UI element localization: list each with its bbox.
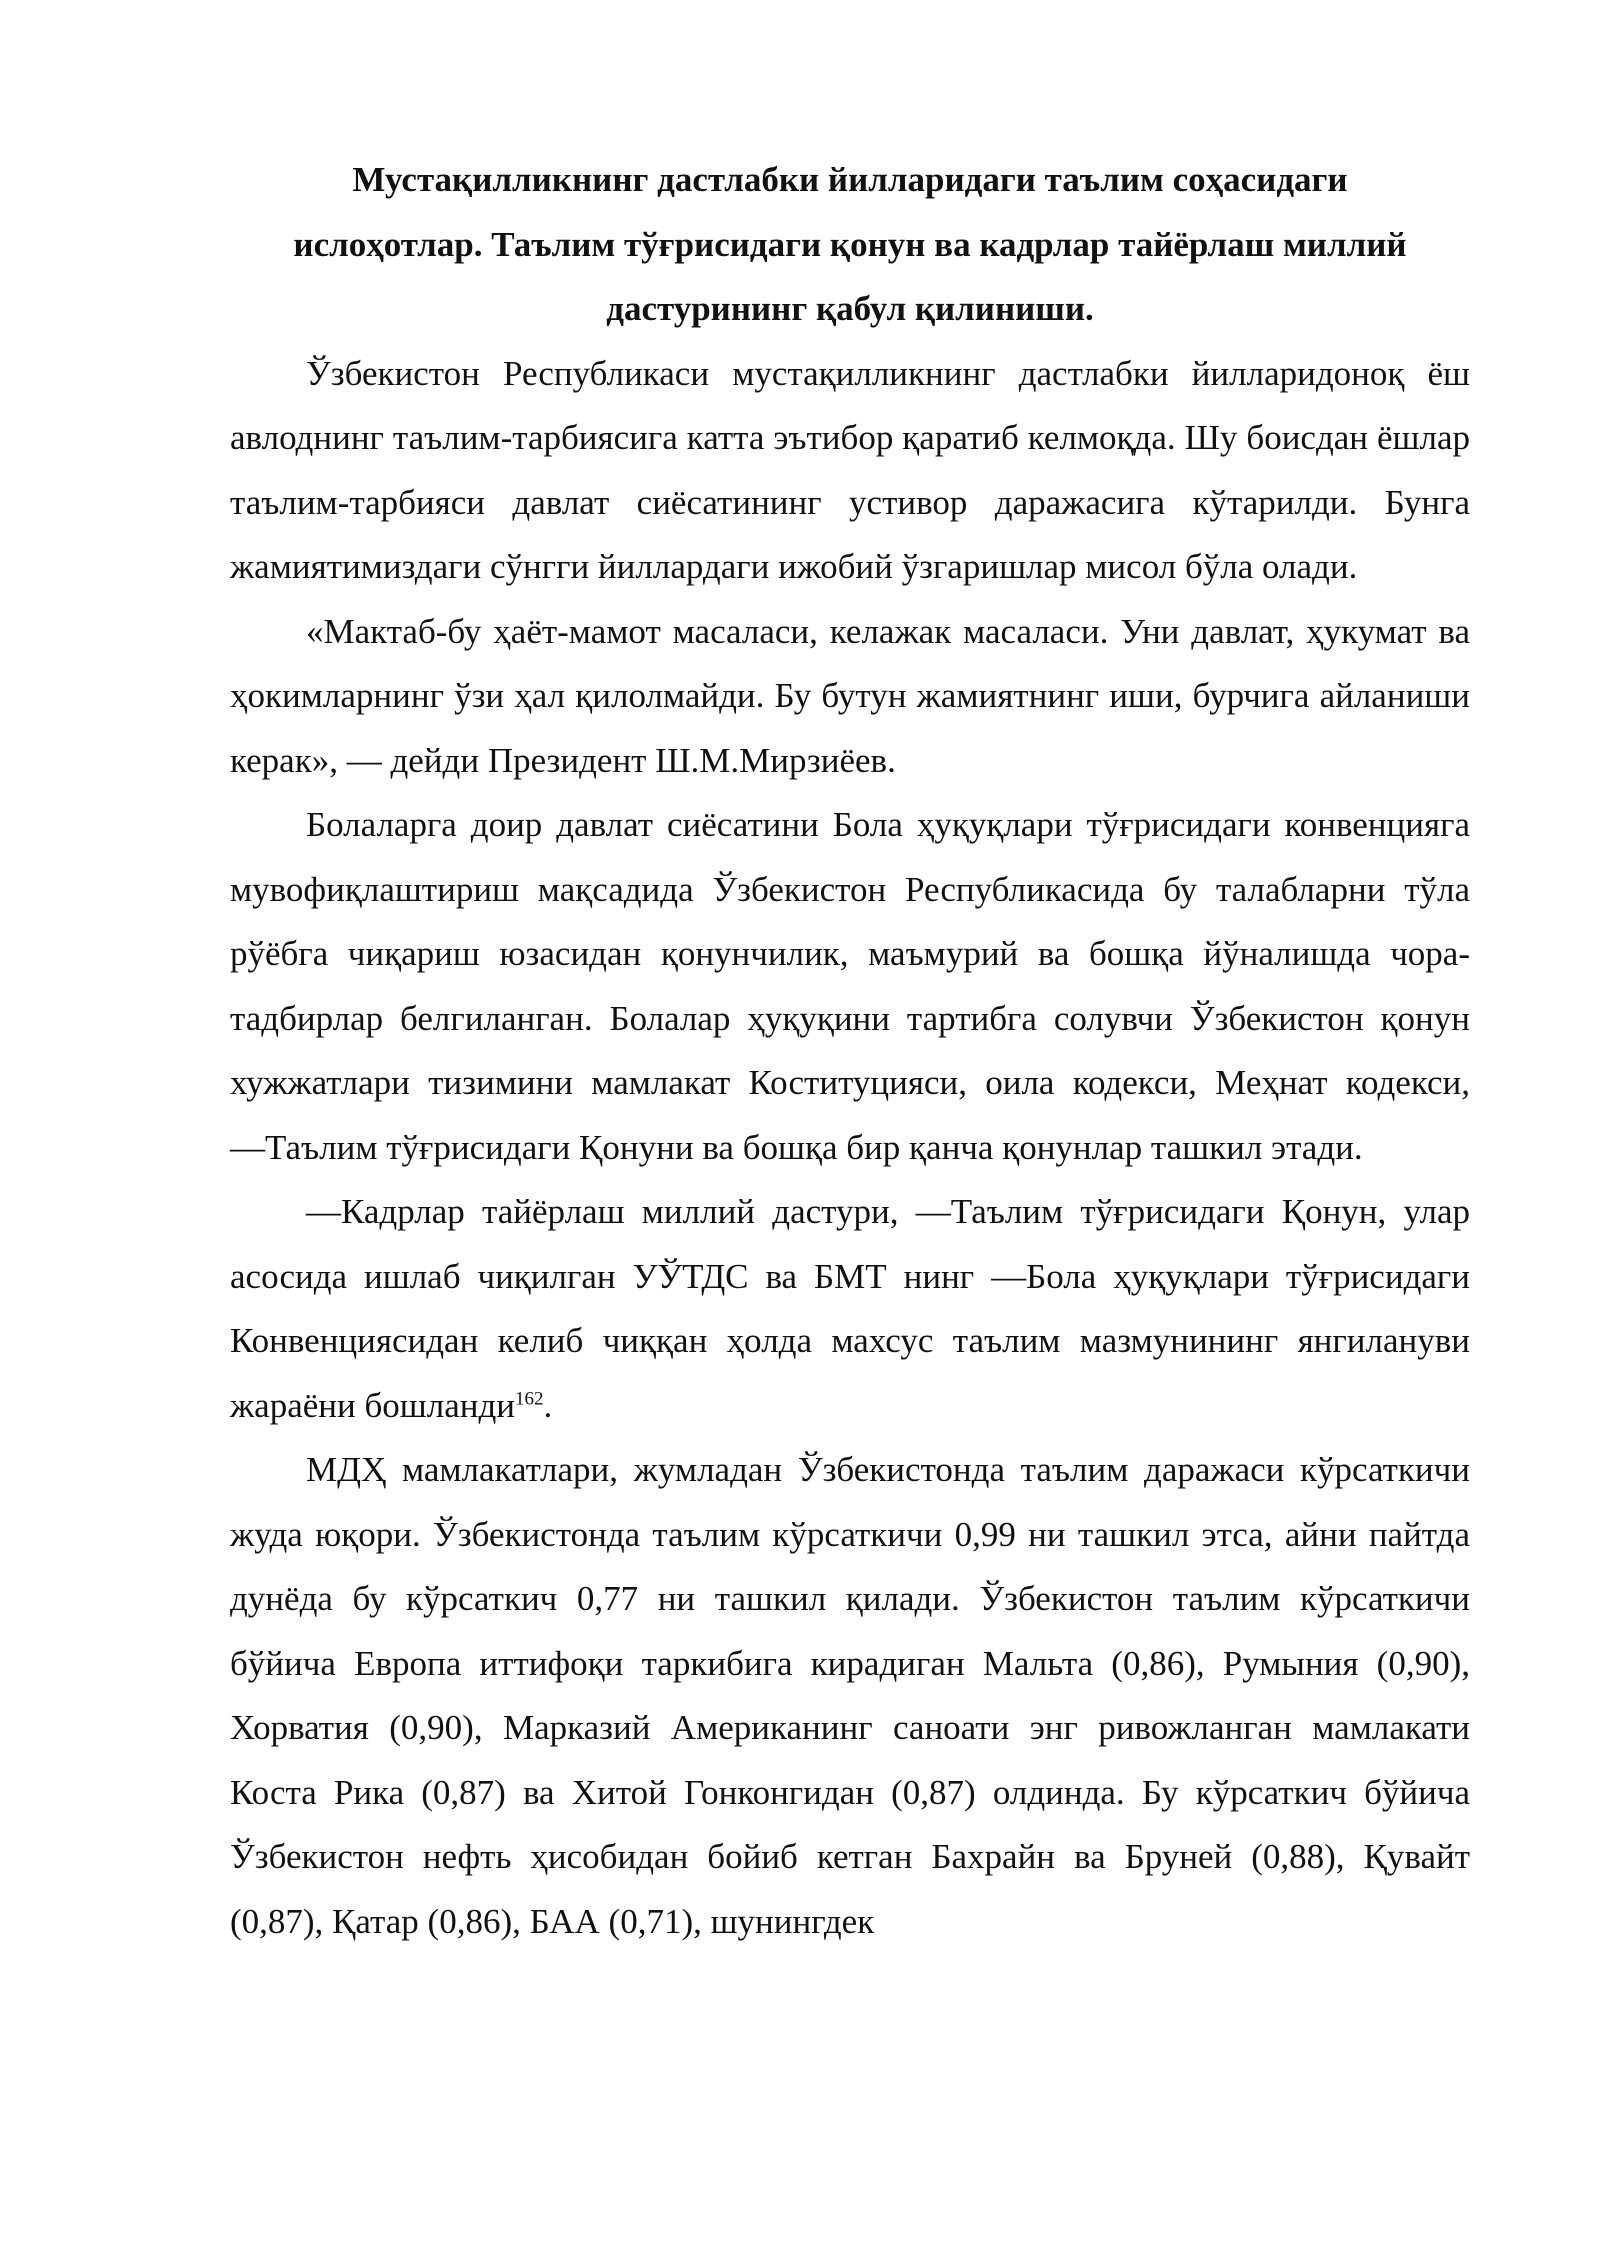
paragraph-4-period: . [543, 1385, 553, 1425]
document-title [230, 148, 1470, 342]
paragraph-5: МДҲ мамлакатлари, жумладан Ўзбекистонда таълим даражаси кўрсаткичи жуда юқори. Ўзбекистонда таълим кўрсаткичи 0,99 ни ташкил этса, айни пайтда дунёда бу кўрсаткич 0,77 ни ташкил қилади. Ўзбекистон таълим кўрсаткичи бўйича Европа иттифоқи таркибига кирадиган Мальта (0,86), Румыния (0,90), Хорватия (0,90), Марказий Американинг саноати энг ривожланган мамлакати Коста Рика (0,87) ва Хитой Гонконгидан (0,87) олдинда. Бу кўрсаткич бўйича Ўзбекистон нефть ҳисобидан бойиб кетган Бахрайн ва Бруней (0,88), Қувайт (0,87), Қатар (0,86), БАА (0,71), шунингдек [230, 1450, 1470, 1941]
paragraph-2-quote: «Мактаб-бу ҳаёт-мамот масаласи, келажак масаласи. Уни давлат, ҳукумат ва ҳокимларнинг ўзи ҳал қилолмайди. Бу бутун жамиятнинг иши, бурчига айланиши керак», — дейди Президент Ш.М.Мирзиёев. [230, 611, 1470, 780]
title-line-1: Мустақилликнинг дастлабки йилларидаги таълим соҳасидаги [352, 160, 1348, 199]
paragraph-4-text: ―Кадрлар тайёрлаш миллий дастури, ―Таълим тўғрисидаги Қонун, улар асосида ишлаб чиқилган УЎТДС ва БМТ нинг ―Бола ҳуқуқлари тўғрисидаги Конвенциясидан келиб чиққан ҳолда махсус таълим мазмунининг янгилануви жараёни бошланди [230, 1192, 1470, 1425]
paragraph-4 [230, 1180, 1470, 1438]
document-content [230, 148, 1470, 1954]
paragraph-3: Болаларга доир давлат сиёсатини Бола ҳуқуқлари тўғрисидаги конвенцияга мувофиқлаштириш мақсадида Ўзбекистон Республикасида бу талабларни тўла рўёбга чиқариш юзасидан қонунчилик, маъмурий ва бошқа йўналишда чора-тадбирлар белгиланган. Болалар ҳуқуқини тартибга солувчи Ўзбекистон қонун хужжатлари тизимини мамлакат Коституцияси, оила кодекси, Меҳнат кодекси, ―Таълим тўғрисидаги Қонуни ва бошқа бир қанча қонунлар ташкил этади. [230, 805, 1470, 1167]
paragraph-1: Ўзбекистон Республикаси мустақилликнинг дастлабки йилларидоноқ ёш авлоднинг таълим-тарбиясига катта эътибор қаратиб келмоқда. Шу боисдан ёшлар таълим-тарбияси давлат сиёсатининг устивор даражасига кўтарилди. Бунга жамиятимиздаги сўнгги йиллардаги ижобий ўзгаришлар мисол бўла олади. [230, 353, 1470, 586]
footnote-reference[interactable]: 162 [515, 1387, 544, 1409]
title-line-2: ислоҳотлар. Таълим тўғрисидаги қонун ва кадрлар тайёрлаш миллий [293, 224, 1407, 264]
title-line-3: дастурининг қабул қилиниши. [606, 289, 1094, 328]
